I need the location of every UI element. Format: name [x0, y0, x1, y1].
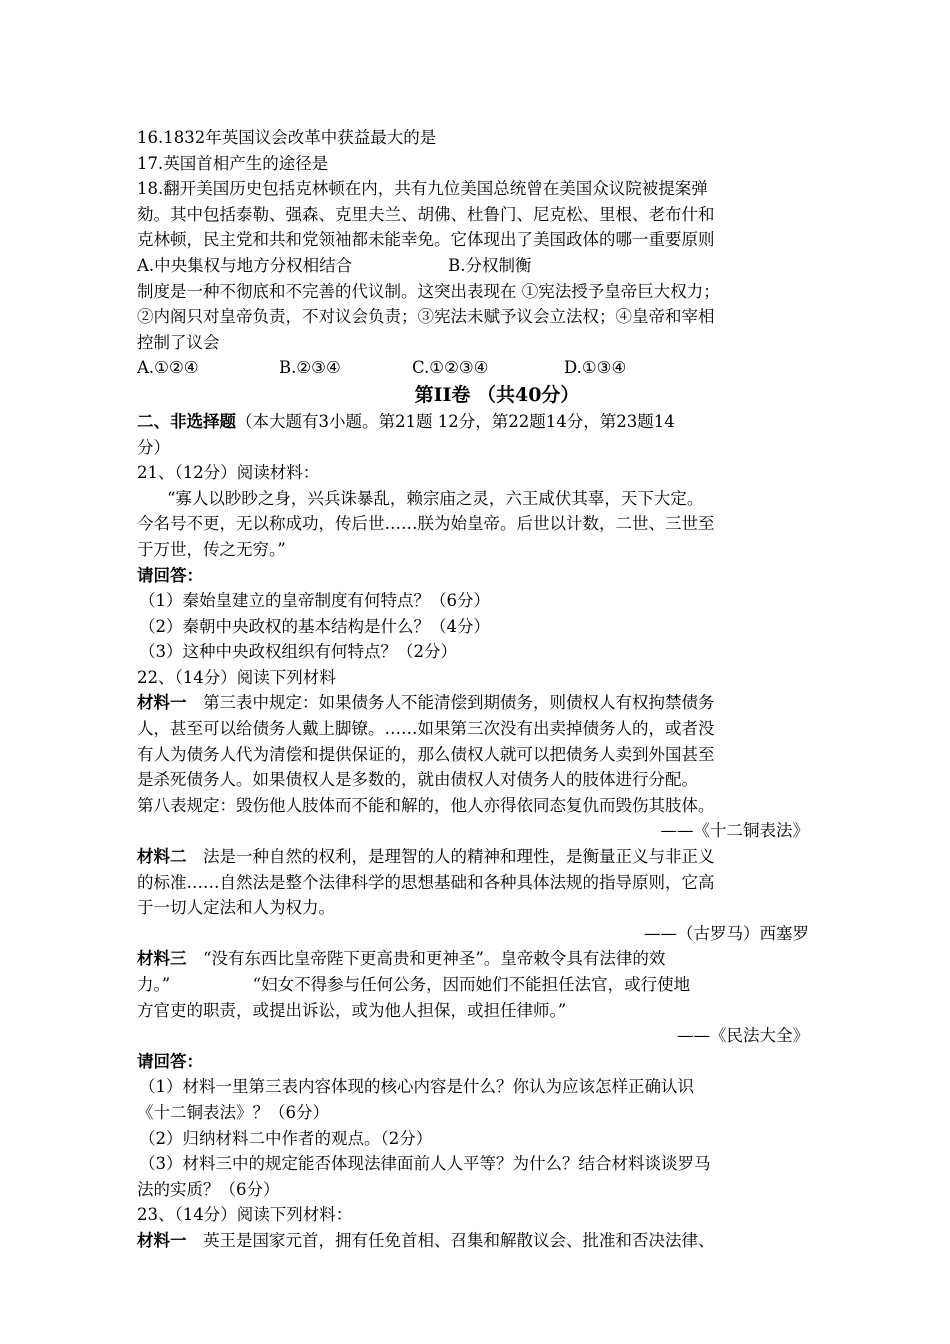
q23-material-1-label: 材料一 — [137, 1230, 187, 1250]
exam-page — [137, 125, 817, 1254]
material-2-line-3: 于一切人定法和人为权力。 — [137, 898, 335, 918]
q22-subquestion-3: （3）材料三中的规定能否体现法律面前人人平等？为什么？结合材料谈谈罗马 — [139, 1154, 711, 1174]
question-16: 16.1832年英国议会改革中获益最大的是 — [137, 128, 437, 147]
option-a: A.中央集权与地方分权相结合 — [137, 255, 353, 275]
question-21-heading: 21、（12分）阅读材料： — [137, 463, 320, 483]
q22-subquestion-1-cont: 《十二铜表法》？（6分） — [137, 1102, 329, 1122]
material-2-label: 材料二 — [137, 847, 187, 867]
material-1-source: ——《十二铜表法》 — [660, 821, 809, 841]
q21-quote-line-3: 于万世，传之无穷。” — [137, 539, 286, 559]
material-2-source: ——（古罗马）西塞罗 — [644, 923, 809, 943]
question-22-heading: 22、（14分）阅读下列材料 — [137, 667, 336, 687]
question-23-heading: 23、（14分）阅读下列材料： — [137, 1205, 353, 1225]
material-1-text: 第三表中规定：如果债务人不能清偿到期债务，则债权人有权拘禁债务 — [186, 693, 715, 713]
answer-label: 请回答： — [137, 565, 203, 585]
section-2-header — [137, 409, 817, 435]
material-1-line-1 — [137, 690, 817, 716]
q21-subquestion-2: （2）秦朝中央政权的基本结构是什么？（4分） — [139, 616, 490, 636]
q21-subquestion-3: （3）这种中央政权组织有何特点？（2分） — [139, 642, 457, 662]
q23-material-1-text: 英王是国家元首，拥有任免首相、召集和解散议会、批准和否决法律、 — [186, 1230, 715, 1250]
material-2-line-2: 的标准……自然法是整个法律科学的思想基础和各种具体法规的指导原则，它高 — [137, 872, 715, 892]
material-1-line-3: 有人为债务人代为清偿和提供保证的，那么债权人就可以把债务人卖到外国甚至 — [137, 744, 715, 764]
fragment-line-1: 制度是一种不彻底和不完善的代议制。这突出表现在 ①宪法授予皇帝巨大权力； — [137, 281, 720, 301]
q22-subquestion-1: （1）材料一里第三表内容体现的核心内容是什么？你认为应该怎样正确认识 — [139, 1077, 694, 1097]
material-1-line-5: 第八表规定：毁伤他人肢体而不能和解的，他人亦得依同态复仇而毁伤其肢体。 — [137, 795, 715, 815]
question-18-options — [137, 253, 817, 279]
question-18-line-1: 18.翻开美国历史包括克林顿在内，共有九位美国总统曾在美国众议院被提案弹 — [137, 179, 708, 199]
material-2-line-1 — [137, 844, 817, 870]
material-3-line-3: 方官吏的职责，或提出诉讼，或为他人担保，或担任律师。” — [137, 1000, 567, 1020]
material-3-text: “没有东西比皇帝陛下更高贵和更神圣”。皇帝敕令具有法律的效 — [186, 949, 666, 969]
material-1-line-4: 是杀死债务人。如果债权人是多数的，就由债权人对债务人的肢体进行分配。 — [137, 770, 698, 790]
fragment-options — [137, 355, 817, 381]
section-2-desc-cont: 分） — [137, 437, 170, 457]
material-3-line-2: 力。” “妇女不得参与任何公务，因而她们不能担任法官，或行使地 — [137, 975, 691, 994]
material-1-line-2: 人，甚至可以给债务人戴上脚镣。……如果第三次没有出卖掉债务人的，或者没 — [137, 719, 715, 739]
material-3-source: ——《民法大全》 — [677, 1026, 809, 1046]
q23-material-1-line-1 — [137, 1228, 817, 1254]
option-d: D.①③④ — [564, 358, 627, 378]
answer-label-2: 请回答： — [137, 1051, 203, 1071]
q22-subquestion-2: （2）归纳材料二中作者的观点。（2分） — [139, 1128, 433, 1148]
question-17: 17.英国首相产生的途径是 — [137, 153, 329, 173]
option-c: C.①②③④ — [412, 358, 489, 378]
part-2-title: 第II卷 （共40分） — [414, 383, 580, 406]
question-18-line-2: 劾。其中包括泰勒、强森、克里夫兰、胡佛、杜鲁门、尼克松、里根、老布什和 — [137, 204, 715, 224]
q22-subquestion-3-cont: 法的实质？（6分） — [137, 1179, 280, 1199]
material-2-text: 法是一种自然的权利，是理智的人的精神和理性，是衡量正义与非正义 — [186, 847, 715, 867]
q21-quote-line-2: 今名号不更，无以称成功，传后世……朕为始皇帝。后世以计数，二世、三世至 — [137, 514, 715, 534]
section-2-label: 二、非选择题 — [137, 411, 236, 431]
fragment-line-3: 控制了议会 — [137, 332, 220, 352]
q21-subquestion-1: （1）秦始皇建立的皇帝制度有何特点？（6分） — [139, 591, 490, 611]
section-2-desc: （本大题有3小题。第21题 12分，第22题14分，第23题14 — [236, 411, 675, 431]
option-b: B.②③④ — [279, 358, 341, 378]
material-1-label: 材料一 — [137, 693, 187, 713]
q21-quote-line-1: “寡人以眇眇之身，兴兵诛暴乱，赖宗庙之灵，六王咸伏其辜，天下大定。 — [167, 488, 704, 508]
material-3-label: 材料三 — [137, 949, 187, 969]
option-a: A.①②④ — [137, 358, 199, 378]
fragment-line-2: ②内阁只对皇帝负责，不对议会负责；③宪法未赋予议会立法权；④皇帝和宰相 — [137, 307, 715, 327]
option-b: B.分权制衡 — [448, 255, 532, 275]
material-3-line-1 — [137, 946, 817, 972]
question-18-line-3: 克林顿，民主党和共和党领袖都未能幸免。它体现出了美国政体的哪一重要原则 — [137, 230, 715, 250]
